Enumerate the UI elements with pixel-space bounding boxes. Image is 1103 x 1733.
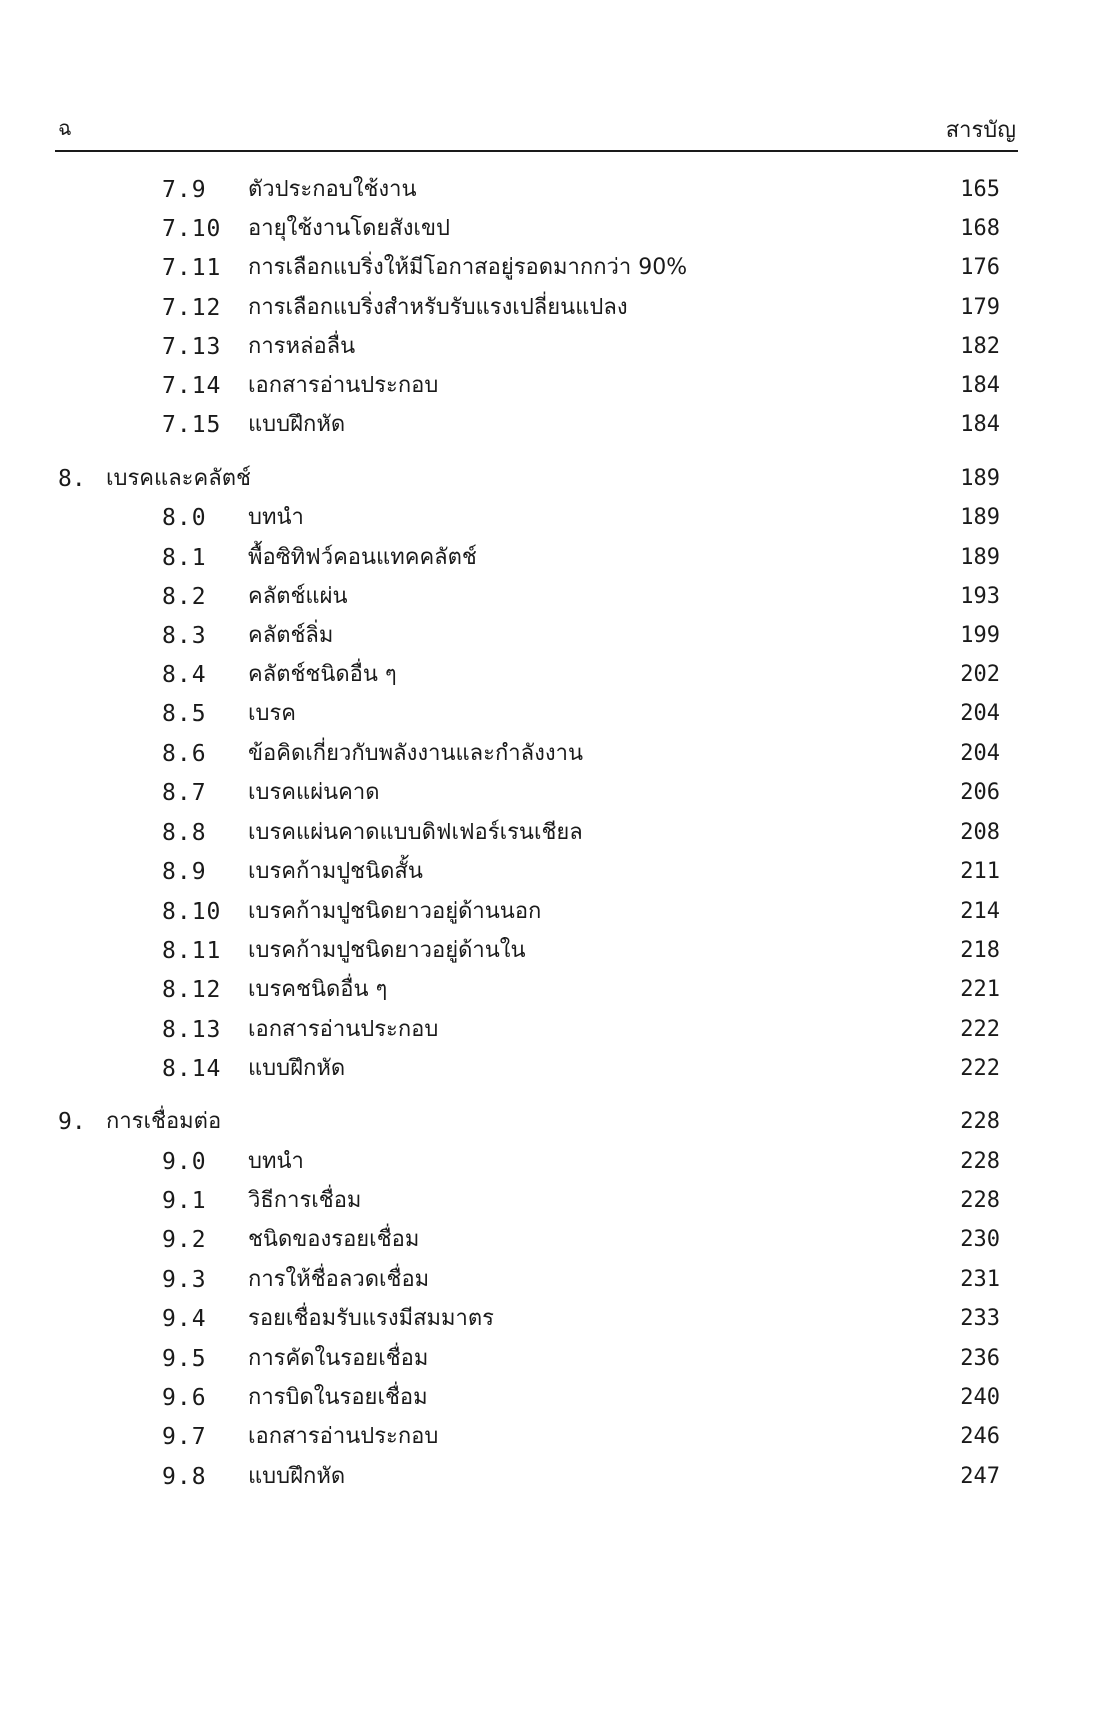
toc-entry xyxy=(0,1378,1103,1418)
section-title: คลัตช์ลิ่ม xyxy=(248,623,334,648)
section-number: 7.11 xyxy=(162,255,222,281)
section-number: 8.3 xyxy=(162,623,207,649)
section-number: 8.1 xyxy=(162,545,207,571)
section-title: เบรคแผ่นคาดแบบดิฟเฟอร์เรนเชียล xyxy=(248,820,583,845)
section-title: การหล่อลื่น xyxy=(248,334,356,359)
section-title: แบบฝึกหัด xyxy=(248,412,346,437)
section-title: วิธีการเชื่อม xyxy=(248,1188,362,1213)
section-number: 7.12 xyxy=(162,295,222,321)
section-page: 168 xyxy=(960,216,1000,241)
chapter-number: 9. xyxy=(58,1109,86,1135)
page-number-roman: ฉ xyxy=(58,116,72,140)
section-title: การบิดในรอยเชื่อม xyxy=(248,1385,428,1410)
section-page: 208 xyxy=(960,820,1000,845)
section-title: เอกสารอ่านประกอบ xyxy=(248,373,439,398)
section-number: 9.0 xyxy=(162,1149,207,1175)
section-page: 199 xyxy=(960,623,1000,648)
section-number: 7.15 xyxy=(162,412,222,438)
toc-chapter xyxy=(0,459,1103,499)
section-title: คลัตช์ชนิดอื่น ๆ xyxy=(248,662,397,687)
section-title: ชนิดของรอยเชื่อม xyxy=(248,1227,420,1252)
toc-entry xyxy=(0,498,1103,538)
chapter-number: 8. xyxy=(58,466,86,492)
toc-entry xyxy=(0,1260,1103,1300)
section-title: การเลือกแบริ่งให้มีโอกาสอยู่รอดมากกว่า 90% xyxy=(248,255,688,280)
header-divider xyxy=(55,150,1018,152)
section-number: 9.5 xyxy=(162,1346,207,1372)
chapter-title: เบรคและคลัตช์ xyxy=(106,466,251,491)
section-title: เอกสารอ่านประกอบ xyxy=(248,1424,439,1449)
section-page: 202 xyxy=(960,662,1000,687)
toc-entry xyxy=(0,366,1103,406)
section-page: 222 xyxy=(960,1017,1000,1042)
toc-entry xyxy=(0,734,1103,774)
section-page: 204 xyxy=(960,701,1000,726)
section-title: เอกสารอ่านประกอบ xyxy=(248,1017,439,1042)
section-title: เบรค xyxy=(248,701,297,726)
section-title: เบรคชนิดอื่น ๆ xyxy=(248,977,388,1002)
section-page: 221 xyxy=(960,977,1000,1002)
toc-entry xyxy=(0,209,1103,249)
section-page: 222 xyxy=(960,1056,1000,1081)
section-number: 8.13 xyxy=(162,1017,222,1043)
toc-entry xyxy=(0,1220,1103,1260)
section-title: เบรคก้ามปูชนิดยาวอยู่ด้านใน xyxy=(248,938,526,963)
toc-entry xyxy=(0,405,1103,445)
page-header xyxy=(58,108,1016,144)
section-page: 218 xyxy=(960,938,1000,963)
section-page: 246 xyxy=(960,1424,1000,1449)
section-page: 231 xyxy=(960,1267,1000,1292)
section-page: 189 xyxy=(960,505,1000,530)
section-number: 9.3 xyxy=(162,1267,207,1293)
section-number: 8.9 xyxy=(162,859,207,885)
section-page: 165 xyxy=(960,177,1000,202)
section-title: แบบฝึกหัด xyxy=(248,1056,346,1081)
toc-entry xyxy=(0,694,1103,734)
section-title: คลัตช์แผ่น xyxy=(248,584,348,609)
section-number: 9.1 xyxy=(162,1188,207,1214)
toc-entry xyxy=(0,288,1103,328)
toc-entry xyxy=(0,1457,1103,1497)
section-number: 8.12 xyxy=(162,977,222,1003)
section-title: อายุใช้งานโดยสังเขป xyxy=(248,216,450,241)
section-number: 7.14 xyxy=(162,373,222,399)
section-page: 247 xyxy=(960,1464,1000,1489)
section-number: 9.8 xyxy=(162,1464,207,1490)
toc-entry xyxy=(0,327,1103,367)
section-page: 184 xyxy=(960,373,1000,398)
section-number: 7.13 xyxy=(162,334,222,360)
section-page: 182 xyxy=(960,334,1000,359)
toc-entry xyxy=(0,248,1103,288)
section-title: พื้อซิทิฟว์คอนแทคคลัตช์ xyxy=(248,545,477,570)
section-page: 240 xyxy=(960,1385,1000,1410)
section-title: เบรคก้ามปูชนิดยาวอยู่ด้านนอก xyxy=(248,899,542,924)
section-number: 9.7 xyxy=(162,1424,207,1450)
section-page: 179 xyxy=(960,295,1000,320)
section-title: ตัวประกอบใช้งาน xyxy=(248,177,417,202)
section-number: 8.8 xyxy=(162,820,207,846)
chapter-title: การเชื่อมต่อ xyxy=(106,1109,222,1134)
toc-entry xyxy=(0,1181,1103,1221)
section-number: 8.11 xyxy=(162,938,222,964)
section-number: 8.0 xyxy=(162,505,207,531)
running-header-title: สารบัญ xyxy=(945,118,1016,143)
toc-entry xyxy=(0,1010,1103,1050)
toc-entry xyxy=(0,773,1103,813)
toc-entry xyxy=(0,170,1103,210)
toc-entry xyxy=(0,970,1103,1010)
section-title: ข้อคิดเกี่ยวกับพลังงานและกำลังงาน xyxy=(248,741,583,766)
section-page: 184 xyxy=(960,412,1000,437)
section-number: 7.9 xyxy=(162,177,207,203)
toc-entry xyxy=(0,1142,1103,1182)
toc-entry xyxy=(0,577,1103,617)
toc-entry xyxy=(0,931,1103,971)
section-title: การให้ชื่อลวดเชื่อม xyxy=(248,1267,430,1292)
section-number: 9.6 xyxy=(162,1385,207,1411)
section-number: 8.7 xyxy=(162,780,207,806)
section-page: 228 xyxy=(960,1188,1000,1213)
toc-entry xyxy=(0,655,1103,695)
section-number: 8.14 xyxy=(162,1056,222,1082)
section-page: 230 xyxy=(960,1227,1000,1252)
chapter-page: 228 xyxy=(960,1109,1000,1134)
toc-entry xyxy=(0,1417,1103,1457)
toc-entry xyxy=(0,892,1103,932)
section-page: 193 xyxy=(960,584,1000,609)
section-title: เบรคก้ามปูชนิดสั้น xyxy=(248,859,423,884)
section-title: รอยเชื่อมรับแรงมีสมมาตร xyxy=(248,1306,494,1331)
section-page: 233 xyxy=(960,1306,1000,1331)
section-page: 189 xyxy=(960,545,1000,570)
section-number: 8.6 xyxy=(162,741,207,767)
section-number: 8.5 xyxy=(162,701,207,727)
section-page: 176 xyxy=(960,255,1000,280)
toc-entry xyxy=(0,1299,1103,1339)
toc-entry xyxy=(0,616,1103,656)
section-page: 211 xyxy=(960,859,1000,884)
chapter-page: 189 xyxy=(960,466,1000,491)
section-title: การคัดในรอยเชื่อม xyxy=(248,1346,429,1371)
section-page: 236 xyxy=(960,1346,1000,1371)
section-number: 8.10 xyxy=(162,899,222,925)
section-title: แบบฝึกหัด xyxy=(248,1464,346,1489)
toc-entry xyxy=(0,538,1103,578)
section-number: 7.10 xyxy=(162,216,222,242)
section-page: 214 xyxy=(960,899,1000,924)
section-title: บทนำ xyxy=(248,1149,304,1174)
section-title: เบรคแผ่นคาด xyxy=(248,780,380,805)
section-number: 8.4 xyxy=(162,662,207,688)
toc-entry xyxy=(0,1049,1103,1089)
section-number: 9.2 xyxy=(162,1227,207,1253)
section-title: บทนำ xyxy=(248,505,304,530)
toc-entry xyxy=(0,1339,1103,1379)
toc-entry xyxy=(0,852,1103,892)
toc-entry xyxy=(0,813,1103,853)
section-number: 8.2 xyxy=(162,584,207,610)
section-number: 9.4 xyxy=(162,1306,207,1332)
section-title: การเลือกแบริ่งสำหรับรับแรงเปลี่ยนแปลง xyxy=(248,295,628,320)
section-page: 206 xyxy=(960,780,1000,805)
toc-chapter xyxy=(0,1102,1103,1142)
section-page: 204 xyxy=(960,741,1000,766)
section-page: 228 xyxy=(960,1149,1000,1174)
